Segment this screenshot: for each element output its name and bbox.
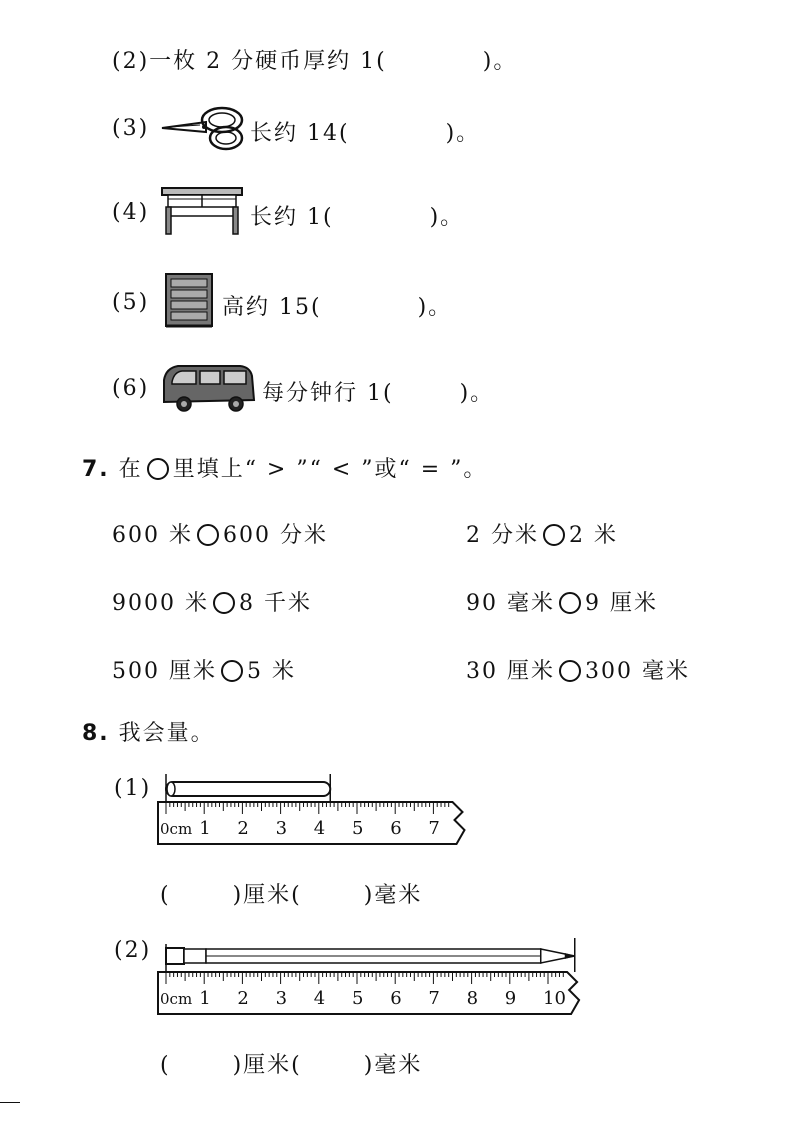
unit-mm: )毫米 — [363, 883, 423, 908]
ruler-2-label — [114, 938, 151, 963]
eraser-end — [167, 782, 175, 796]
answer-line-2 — [160, 1048, 422, 1079]
compare-value: 90 毫米 — [466, 591, 555, 616]
item-number: (2) — [112, 49, 150, 74]
item-text: 长约 1( — [250, 205, 334, 230]
compare-circle[interactable] — [197, 524, 219, 546]
circle-icon — [147, 458, 169, 480]
question-title-pre: 在 — [118, 457, 143, 482]
ruler-tick-label: 6 — [390, 988, 402, 1009]
compare-circle[interactable] — [543, 524, 565, 546]
item-4-text — [250, 200, 464, 231]
question-7-heading — [82, 452, 487, 483]
ruler-tick-label: 3 — [275, 818, 288, 839]
ruler-tick-label: 8 — [466, 988, 479, 1009]
measure-label: (1) — [114, 776, 152, 801]
ruler-tick-label: 5 — [352, 988, 364, 1009]
ruler-tick-label: 4 — [313, 988, 326, 1009]
question-title-post: 里填上“ > ”“ < ”或“ = ”。 — [172, 457, 488, 482]
compare-value: 5 米 — [247, 659, 296, 684]
item-6-text — [262, 376, 494, 407]
item-close: )。 — [445, 121, 481, 146]
item-3 — [112, 116, 149, 141]
eraser-stick — [166, 782, 330, 796]
item-close: )。 — [429, 205, 465, 230]
compare-value: 30 厘米 — [466, 659, 555, 684]
ruler-tick-label: 4 — [313, 818, 326, 839]
compare-value: 2 米 — [569, 523, 618, 548]
compare-value: 300 毫米 — [585, 659, 690, 684]
ruler-tick-label: 0cm — [160, 820, 193, 838]
ruler-tick-label: 1 — [199, 818, 211, 839]
ruler-tick-label: 3 — [275, 988, 288, 1009]
scissors-icon — [160, 104, 246, 152]
compare-right-2 — [466, 586, 658, 617]
compare-value: 600 米 — [112, 523, 193, 548]
ruler-2 — [158, 938, 628, 1018]
compare-value: 600 分米 — [223, 523, 328, 548]
question-title: 我会量。 — [118, 721, 215, 746]
compare-value: 8 千米 — [238, 591, 312, 616]
unit-cm: )厘米( — [232, 1053, 302, 1078]
item-number: (4) — [112, 200, 150, 225]
item-3-text — [250, 116, 480, 147]
item-text: 一枚 2 分硬币厚约 1( — [149, 49, 387, 74]
compare-value: 500 厘米 — [112, 659, 217, 684]
compare-left-1 — [112, 518, 328, 549]
item-4 — [112, 200, 149, 225]
compare-circle[interactable] — [221, 660, 243, 682]
question-number: 7. — [82, 457, 110, 482]
ruler-tick-label: 1 — [199, 988, 211, 1009]
paren-open: ( — [160, 883, 171, 908]
item-5 — [112, 290, 149, 315]
ruler-tick-label: 6 — [390, 818, 402, 839]
compare-right-1 — [466, 518, 618, 549]
answer-line-1 — [160, 878, 422, 909]
item-6 — [112, 376, 149, 401]
compare-right-3 — [466, 654, 690, 685]
measure-label: (2) — [114, 938, 152, 963]
ruler-tick-label: 2 — [237, 818, 249, 839]
ruler-tick-label: 7 — [428, 818, 440, 839]
compare-value: 9 厘米 — [585, 591, 658, 616]
ruler-tick-label: 10 — [543, 988, 566, 1009]
pencil-lead — [565, 953, 575, 959]
compare-circle[interactable] — [559, 592, 581, 614]
ruler-tick-label: 9 — [504, 988, 517, 1009]
compare-circle[interactable] — [559, 660, 581, 682]
item-text: 每分钟行 1( — [262, 381, 394, 406]
unit-mm: )毫米 — [363, 1053, 423, 1078]
item-number: (6) — [112, 376, 150, 401]
item-close: )。 — [459, 381, 495, 406]
page-mark — [0, 1102, 20, 1103]
item-5-text — [222, 290, 452, 321]
item-number: (3) — [112, 116, 150, 141]
question-8-heading — [82, 716, 215, 747]
unit-cm: )厘米( — [232, 883, 302, 908]
ruler-1 — [158, 774, 478, 850]
compare-value: 2 分米 — [466, 523, 539, 548]
item-close: )。 — [417, 295, 453, 320]
compare-left-3 — [112, 654, 296, 685]
compare-circle[interactable] — [213, 592, 235, 614]
item-close: )。 — [482, 49, 518, 74]
ruler-tick-label: 7 — [428, 988, 440, 1009]
item-number: (5) — [112, 290, 150, 315]
ruler-tick-label: 2 — [237, 988, 249, 1009]
item-text: 高约 15( — [222, 295, 322, 320]
ruler-1-label — [114, 776, 151, 801]
item-text: 长约 14( — [250, 121, 350, 146]
desk-icon — [160, 186, 244, 236]
van-icon — [158, 362, 258, 412]
question-number: 8. — [82, 721, 110, 746]
item-2 — [112, 44, 517, 75]
pencil-eraser — [166, 948, 184, 964]
ruler-tick-label: 5 — [352, 818, 364, 839]
compare-left-2 — [112, 586, 312, 617]
paren-open: ( — [160, 1053, 171, 1078]
ruler-tick-label: 0cm — [160, 990, 193, 1008]
pencil-ferrule — [184, 949, 206, 963]
cabinet-icon — [164, 272, 214, 328]
compare-value: 9000 米 — [112, 591, 209, 616]
